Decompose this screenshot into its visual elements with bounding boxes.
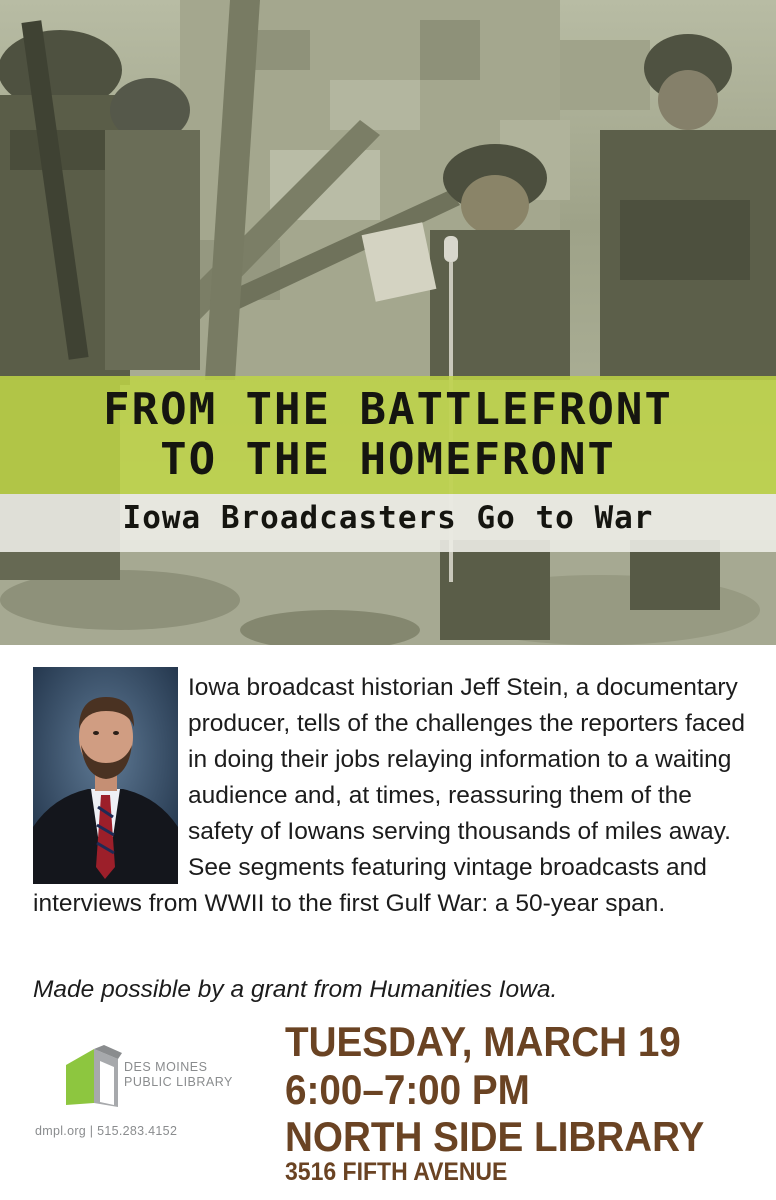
event-description-block — [33, 670, 753, 922]
event-venue: NORTH SIDE LIBRARY — [285, 1113, 705, 1160]
poster-title-line-1: FROM THE BATTLEFRONT — [103, 384, 673, 435]
grant-credit: Made possible by a grant from Humanities Iowa. — [33, 976, 558, 1003]
library-contact: dmpl.org | 515.283.4152 — [35, 1124, 178, 1138]
portrait-spacer — [33, 670, 188, 886]
event-date: TUESDAY, MARCH 19 — [285, 1018, 681, 1065]
library-name-line-1: DES MOINES — [124, 1060, 208, 1074]
des-moines-public-library-logo — [64, 1045, 122, 1109]
poster-subtitle: Iowa Broadcasters Go to War — [122, 500, 654, 536]
event-description: Iowa broadcast historian Jeff Stein, a documentary producer, tells of the challenges the reporters faced in doing their jobs relaying information to a waiting audience and, at times, reassuring them of the safety of Iowans serving thousands of miles away. See segments featuring vintage broadcasts and interviews from WWII to the first Gulf War: a 50-year span. — [33, 674, 746, 917]
poster-title-line-2: TO THE HOMEFRONT — [160, 434, 616, 485]
library-name-line-2: PUBLIC LIBRARY — [124, 1075, 233, 1089]
event-time: 6:00–7:00 PM — [285, 1066, 530, 1113]
event-address: 3516 FIFTH AVENUE — [285, 1158, 508, 1186]
